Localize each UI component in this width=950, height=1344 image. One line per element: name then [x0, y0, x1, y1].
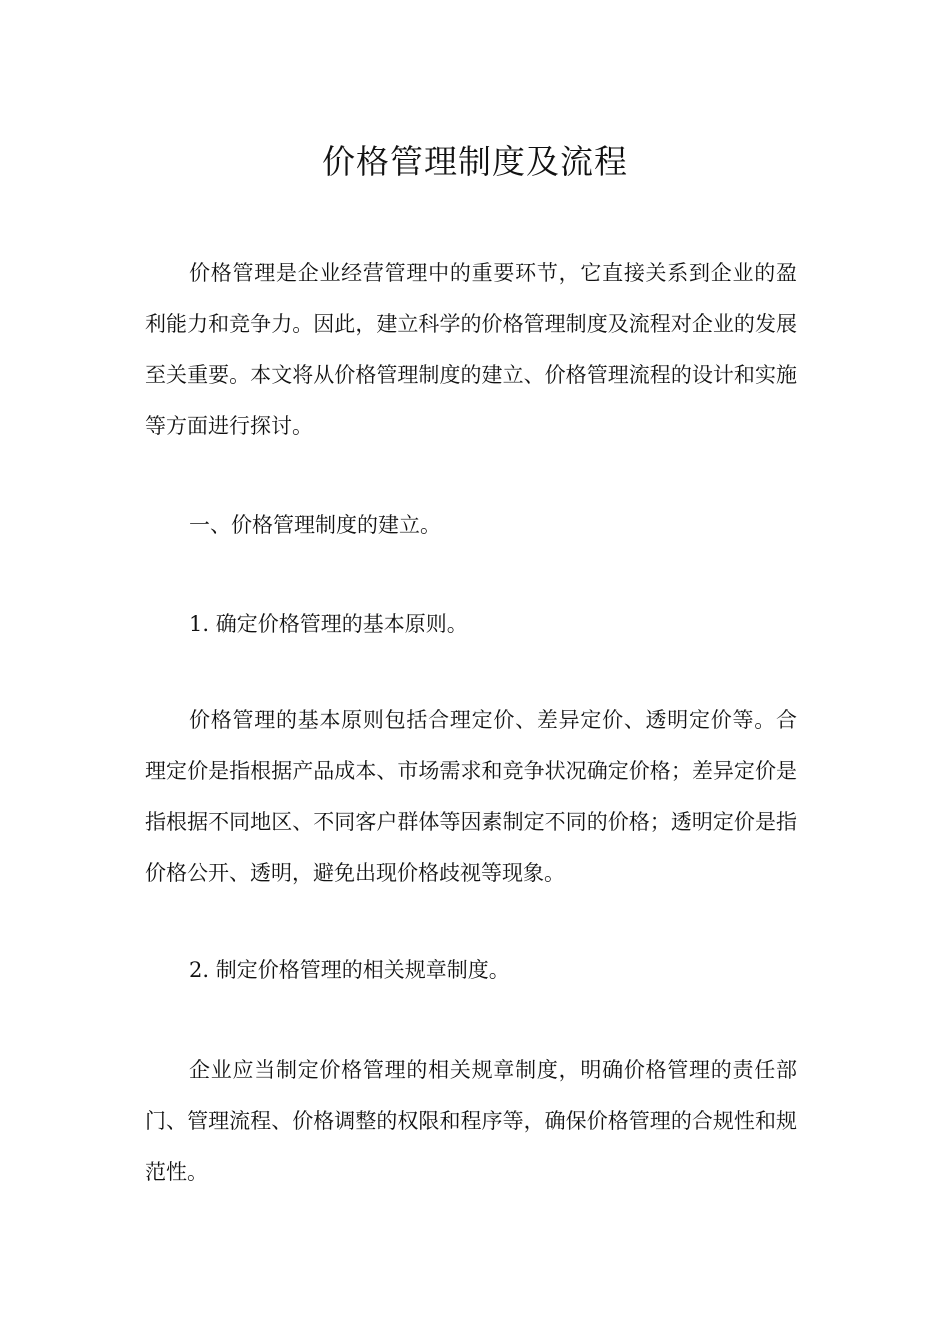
item-1-paragraph: 价格管理的基本原则包括合理定价、差异定价、透明定价等。合理定价是指根据产品成本、市场需求和竞争状况确定价格；差异定价是指根据不同地区、不同客户群体等因素制定不同的价格；透明定价是指价格公开、透明，避免出现价格歧视等现象。: [145, 708, 797, 885]
section-1-heading: 一、价格管理制度的建立。: [189, 513, 441, 537]
intro-paragraph: 价格管理是企业经营管理中的重要环节，它直接关系到企业的盈利能力和竞争力。因此，建立科学的价格管理制度及流程对企业的发展至关重要。本文将从价格管理制度的建立、价格管理流程的设计和实施等方面进行探讨。: [145, 261, 797, 438]
document-title: 价格管理制度及流程: [322, 142, 628, 181]
item-1-heading: 1. 确定价格管理的基本原则。: [189, 612, 468, 636]
item-2-paragraph: 企业应当制定价格管理的相关规章制度，明确价格管理的责任部门、管理流程、价格调整的权限和程序等，确保价格管理的合规性和规范性。: [145, 1058, 797, 1184]
item-2-heading: 2. 制定价格管理的相关规章制度。: [189, 958, 510, 982]
